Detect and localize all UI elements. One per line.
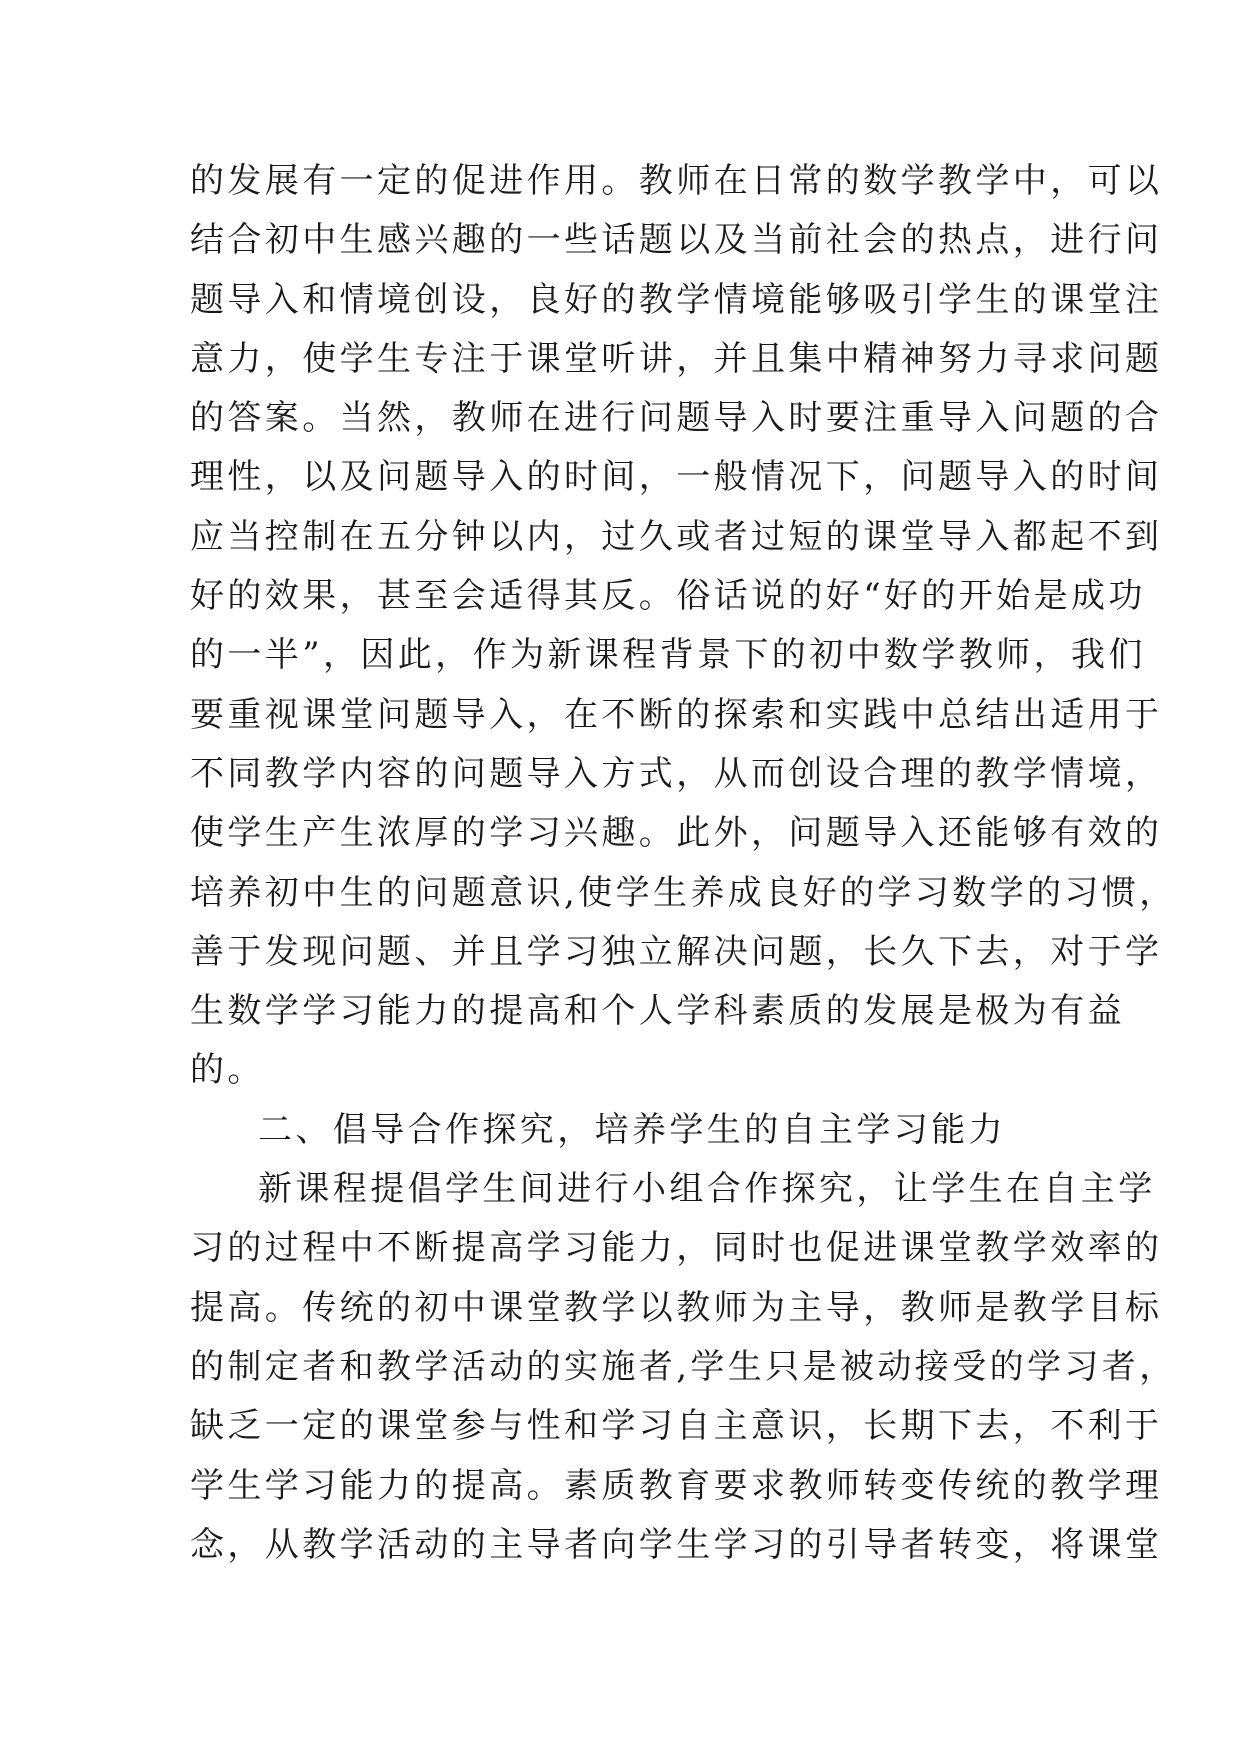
- text-line: 学生学习能力的提高。素质教育要求教师转变传统的教学理: [190, 1465, 1163, 1506]
- text-line: 缺乏一定的课堂参与性和学习自主意识，长期下去，不利于: [190, 1406, 1163, 1447]
- text-line: 结合初中生感兴趣的一些话题以及当前社会的热点，进行问: [190, 220, 1163, 261]
- text-line: 新课程提倡学生间进行小组合作探究，让学生在自主学: [258, 1169, 1156, 1210]
- text-line: 念，从教学活动的主导者向学生学习的引导者转变，将课堂: [190, 1524, 1163, 1565]
- text-line: 培养初中生的问题意识,使学生养成良好的学习数学的习惯，: [190, 872, 1177, 913]
- section-heading: 二、倡导合作探究，培养学生的自主学习能力: [258, 1109, 1006, 1150]
- text-line: 的一半”，因此，作为新课程背景下的初中数学教师，我们: [190, 635, 1146, 676]
- document-body: [190, 152, 1177, 1575]
- text-line: 意力，使学生专注于课堂听讲，并且集中精神努力寻求问题: [190, 338, 1163, 379]
- text-line: 使学生产生浓厚的学习兴趣。此外，问题导入还能够有效的: [190, 813, 1163, 854]
- text-line: 善于发现问题、并且学习独立解决问题，长久下去，对于学: [190, 931, 1163, 972]
- text-line: 要重视课堂问题导入，在不断的探索和实践中总结出适用于: [190, 694, 1163, 735]
- text-line: 生数学学习能力的提高和个人学科素质的发展是极为有益: [190, 991, 1125, 1032]
- text-line: 的发展有一定的促进作用。教师在日常的数学教学中，可以: [190, 161, 1163, 201]
- text-line: 的。: [190, 1050, 265, 1091]
- text-line: 提高。传统的初中课堂教学以教师为主导，教师是教学目标: [190, 1287, 1163, 1328]
- text-line: 应当控制在五分钟以内，过久或者过短的课堂导入都起不到: [190, 516, 1163, 557]
- text-line: 的制定者和教学活动的实施者,学生只是被动接受的学习者，: [190, 1346, 1177, 1387]
- text-line: 理性，以及问题导入的时间，一般情况下，问题导入的时间: [190, 457, 1163, 498]
- text-line: 的答案。当然，教师在进行问题导入时要注重导入问题的合: [190, 398, 1163, 439]
- text-line: 习的过程中不断提高学习能力，同时也促进课堂教学效率的: [190, 1228, 1163, 1269]
- text-line: 好的效果，甚至会适得其反。俗话说的好“好的开始是成功: [190, 576, 1146, 617]
- text-line: 不同教学内容的问题导入方式，从而创设合理的教学情境，: [190, 753, 1163, 794]
- text-line: 题导入和情境创设，良好的教学情境能够吸引学生的课堂注: [190, 279, 1163, 320]
